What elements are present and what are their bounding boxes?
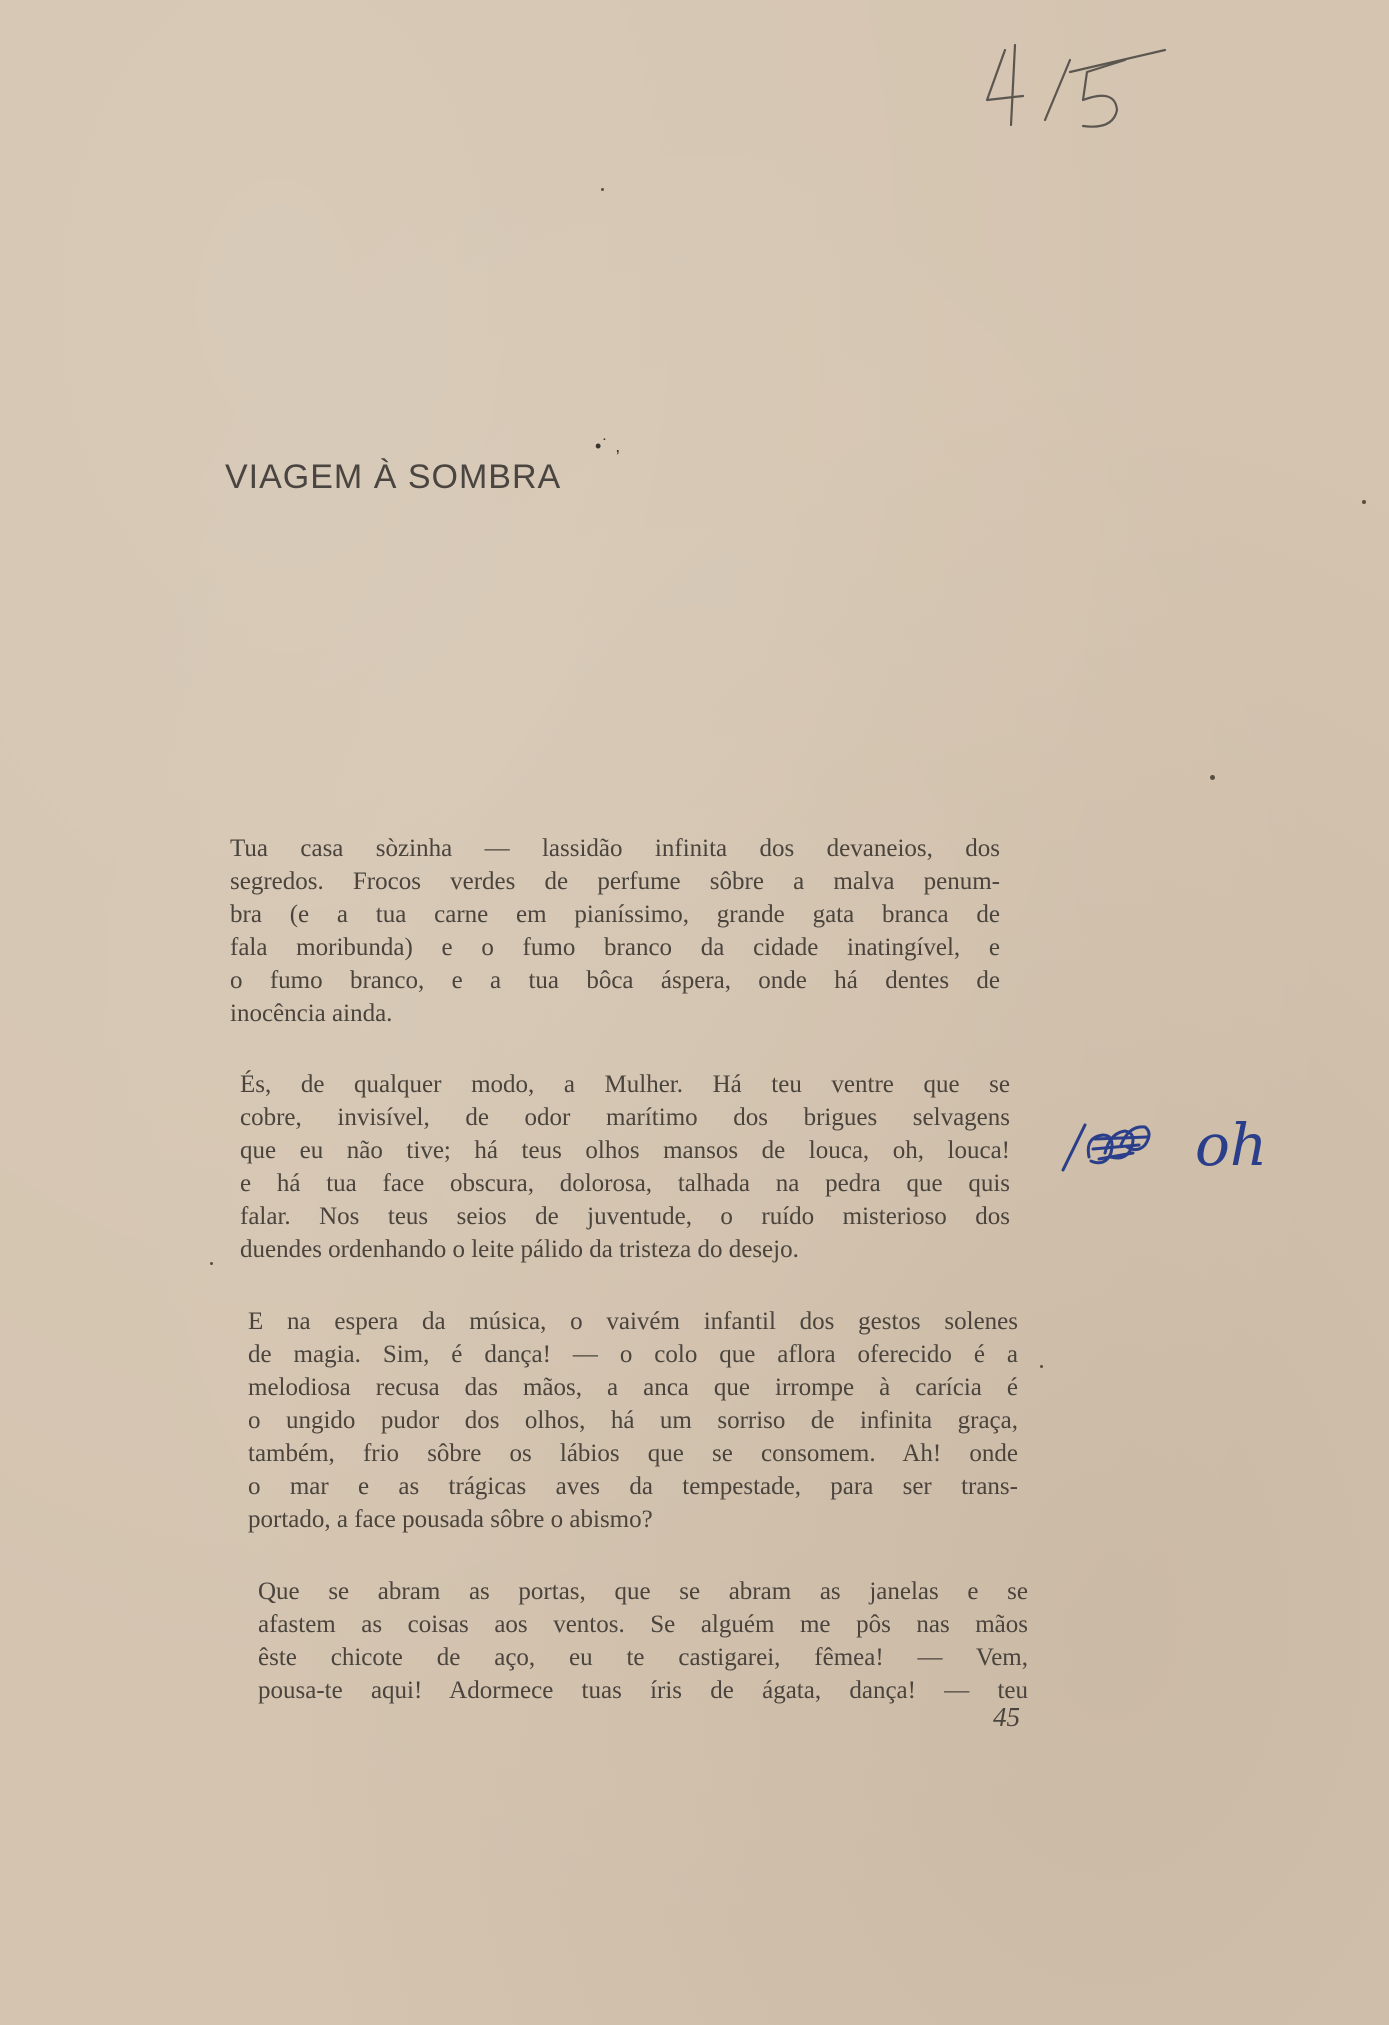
paper-speck: [1362, 500, 1366, 504]
text-line: que eu não tive; há teus olhos mansos de louca, oh, louca!: [240, 1137, 1010, 1164]
text-line: êste chicote de aço, eu te castigarei, fêmea! — Vem,: [258, 1644, 1028, 1671]
folio-annotation: [975, 30, 1175, 140]
text-line: e há tua face obscura, dolorosa, talhada na pedra que quis: [240, 1170, 1010, 1197]
text-line: pousa-te aqui! Adormece tuas íris de ágata, dança! — teu: [258, 1677, 1028, 1704]
text-line: bra (e a tua carne em pianíssimo, grande gata branca de: [230, 901, 1000, 928]
paper-speck: [601, 188, 604, 191]
paragraph-4: [258, 1575, 1028, 1707]
text-line: afastem as coisas aos ventos. Se alguém me pôs nas mãos: [258, 1611, 1028, 1638]
text-line: falar. Nos teus seios de juventude, o ruído misterioso dos: [240, 1203, 1010, 1230]
text-line: de magia. Sim, é dança! — o colo que aflora oferecido é a: [248, 1341, 1018, 1368]
chapter-title-text: VIAGEM À SOMBRA: [225, 458, 562, 496]
text-line: fala moribunda) e o fumo branco da cidade inatingível, e: [230, 934, 1000, 961]
text-line: segredos. Frocos verdes de perfume sôbre a malva penum-: [230, 868, 1000, 895]
text-line: melodiosa recusa das mãos, a anca que irrompe à carícia é: [248, 1374, 1018, 1401]
text-line: o mar e as trágicas aves da tempestade, para ser trans-: [248, 1473, 1018, 1500]
printer-mark: •˙ ,: [595, 436, 622, 456]
page-number: 45: [993, 1702, 1020, 1732]
text-line: duendes ordenhando o leite pálido da tristeza do desejo.: [240, 1236, 799, 1263]
text-line: o fumo branco, e a tua bôca áspera, onde há dentes de: [230, 967, 1000, 994]
margin-note-text: oh: [1195, 1111, 1268, 1179]
paper-speck: [210, 1262, 213, 1265]
text-line: cobre, invisível, de odor marítimo dos brigues selvagens: [240, 1104, 1010, 1131]
margin-correction: [1055, 1075, 1285, 1185]
text-line: E na espera da música, o vaivém infantil dos gestos solenes: [248, 1308, 1018, 1335]
folio-text: 45: [975, 137, 977, 139]
text-line: És, de qualquer modo, a Mulher. Há teu ventre que se: [240, 1071, 1010, 1098]
text-line: o ungido pudor dos olhos, há um sorriso de infinita graça,: [248, 1407, 1018, 1434]
paragraph-1: [230, 832, 1000, 1030]
text-line: também, frio sôbre os lábios que se consomem. Ah! onde: [248, 1440, 1018, 1467]
paragraph-3: [248, 1305, 1018, 1536]
paragraph-2: [240, 1068, 1010, 1266]
text-line: Que se abram as portas, que se abram as janelas e se: [258, 1578, 1028, 1605]
paper-speck: [1210, 775, 1215, 780]
chapter-title: [225, 436, 622, 497]
paper-speck: [1040, 1365, 1043, 1368]
text-line: inocência ainda.: [230, 1000, 393, 1027]
text-line: portado, a face pousada sôbre o abismo?: [248, 1506, 653, 1533]
text-line: Tua casa sòzinha — lassidão infinita dos devaneios, dos: [230, 835, 1000, 862]
